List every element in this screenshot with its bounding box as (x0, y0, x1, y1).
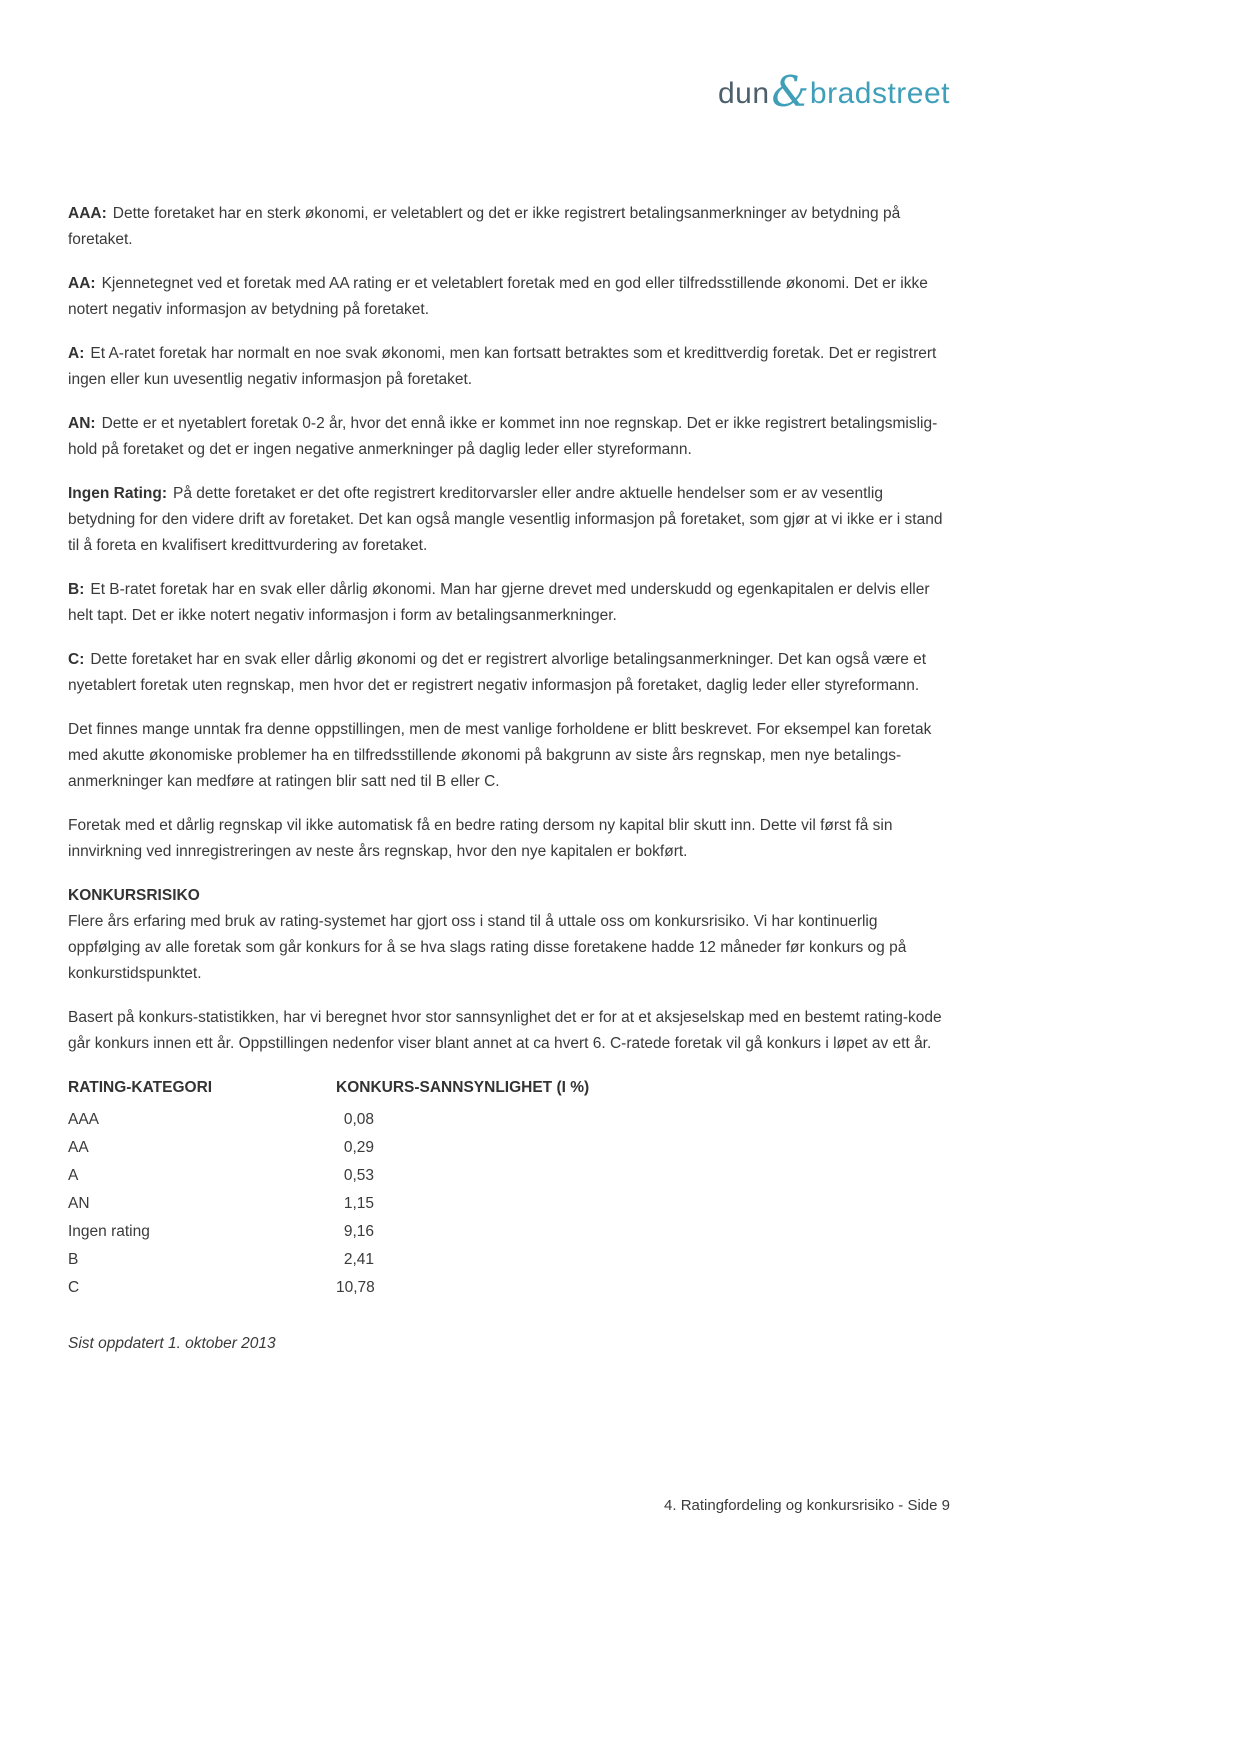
rating-definition-ingen-rating (68, 481, 952, 559)
rating-category-cell: AA (68, 1139, 89, 1156)
logo-text-bradstreet: bradstreet (809, 77, 950, 110)
rating-category-cell: C (68, 1279, 80, 1296)
probability-value: 0,53 (343, 1167, 374, 1184)
rating-definition-label: A: (68, 345, 85, 362)
rating-definition-label: AA: (68, 275, 96, 292)
column-header-rating-category: RATING-KATEGORI (68, 1079, 213, 1096)
rating-definition-text: Et B-ratet foretak har en svak eller dårlig økonomi. Man har gjerne drevet med underskudd og egenkapitalen er delvis eller helt tapt. Det er ikke notert negativ informasjon i form av betalingsanmerkninger. (68, 581, 930, 624)
table-row (68, 1219, 952, 1247)
rating-definition-text: Et A-ratet foretak har normalt en noe svak økonomi, men kan fortsatt betraktes som et kredittverdig foretak. Det er registrert ingen eller kun uvesentlig negativ informasjon på foretaket. (68, 345, 937, 388)
section-heading-konkursrisiko: KONKURSRISIKO (68, 887, 200, 904)
rating-definition-text: Dette foretaket har en sterk økonomi, er veletablert og det er ikke registrert betalingsanmerkninger av betydning på foretaket. (68, 205, 901, 248)
konkursrisiko-paragraph-1: Flere års erfaring med bruk av rating-systemet har gjort oss i stand til å uttale oss om konkursrisiko. Vi har kontinuerlig oppfølging av alle foretak som går konkurs for å se hva slags rating disse foretakene hadde 12 måneder før konkurs og på konkurstidspunktet. (68, 913, 907, 982)
rating-definition-text: Dette foretaket har en svak eller dårlig økonomi og det er registrert alvorlige betalingsanmerkninger. Det kan også være et nyetablert foretak uten regnskap, men hvor det er registrert negativ informasjon på foretaket, daglig leder eller styreformann. (68, 651, 927, 694)
logo-text-dun: dun (717, 77, 770, 110)
rating-category-cell: AAA (68, 1111, 100, 1128)
table-row (68, 1107, 952, 1135)
rating-category-cell: Ingen rating (68, 1223, 150, 1240)
rating-category-cell: A (68, 1167, 79, 1184)
rating-definition-a (68, 341, 952, 393)
probability-value: 0,29 (343, 1139, 374, 1156)
probability-cell (336, 1163, 952, 1189)
rating-definition-text: Kjennetegnet ved et foretak med AA rating er et veletablert foretak med en god eller tilfredsstillende økonomi. Det er ikke notert negativ informasjon av betydning på foretaket. (68, 275, 928, 318)
probability-cell (336, 1191, 952, 1217)
probability-value: 9,16 (343, 1223, 374, 1240)
rating-definition-text: Dette er et nyetablert foretak 0-2 år, hvor det ennå ikke er kommet inn noe regnskap. Det er ikke registrert betalingsmislig- hold på foretaket og det er ingen negative anmerkninger på daglig leder eller styreformann. (68, 415, 938, 458)
table-row (68, 1275, 952, 1303)
rating-definition-label: C: (68, 651, 85, 668)
rating-probability-table (68, 1075, 952, 1303)
page-footer: 4. Ratingfordeling og konkursrisiko - Side 9 (664, 1497, 950, 1514)
rating-definition-label: AN: (68, 415, 96, 432)
probability-value: 1,15 (343, 1195, 374, 1212)
probability-value: 10,78 (336, 1279, 375, 1296)
rating-definition-aa (68, 271, 952, 323)
column-header-konkurs-probability: KONKURS-SANNSYNLIGHET (I %) (336, 1079, 590, 1096)
rating-definition-b (68, 577, 952, 629)
rating-category-cell: B (68, 1251, 79, 1268)
probability-value: 0,08 (343, 1111, 374, 1128)
rating-definition-label: Ingen Rating: (68, 485, 168, 502)
rating-definition-text: På dette foretaket er det ofte registrert kreditorvarsler eller andre aktuelle hendelser som er av vesentlig betydning for den videre drift av foretaket. Det kan også mangle vesentlig informasjon på foretaket, som gjør at vi ikke er i stand til å foreta en kvalifisert kredittvurdering av foretaket. (68, 485, 943, 554)
rating-category-cell: AN (68, 1195, 90, 1212)
rating-definition-label: AAA: (68, 205, 107, 222)
probability-cell (336, 1107, 952, 1133)
probability-cell (336, 1247, 952, 1273)
probability-cell (336, 1219, 952, 1245)
table-header-row (68, 1075, 952, 1107)
rating-definition-aaa (68, 201, 952, 253)
konkursrisiko-paragraph-2: Basert på konkurs-statistikken, har vi beregnet hvor stor sannsynlighet det er for at et aksjeselskap med en bestemt rating-kode går konkurs innen ett år. Oppstillingen nedenfor viser blant annet at ca hvert 6. C-ratede foretak vil gå konkurs i løpet av ett år. (68, 1009, 942, 1052)
rating-definition-c (68, 647, 952, 699)
document-body (68, 201, 952, 1357)
note-paragraph-exceptions: Det finnes mange unntak fra denne oppstillingen, men de mest vanlige forholdene er blitt beskrevet. For eksempel kan foretak med akutte økonomiske problemer ha en tilfredsstillende økonomi på bakgrunn av siste års regnskap, men nye betalings- anmerkninger kan medføre at ratingen blir satt ned til B eller C. (68, 721, 932, 790)
dnb-logo (717, 67, 950, 116)
table-row (68, 1247, 952, 1275)
note-paragraph-new-capital: Foretak med et dårlig regnskap vil ikke automatisk få en bedre rating dersom ny kapital blir skutt inn. Dette vil først få sin innvirkning ved innregistreringen av neste års regnskap, hvor den nye kapitalen er bokført. (68, 817, 893, 860)
table-row (68, 1163, 952, 1191)
probability-cell (336, 1275, 952, 1301)
logo-ampersand-icon: & (771, 67, 809, 116)
table-row (68, 1135, 952, 1163)
probability-value: 2,41 (343, 1251, 374, 1268)
last-updated-note: Sist oppdatert 1. oktober 2013 (68, 1335, 276, 1352)
rating-definition-label: B: (68, 581, 85, 598)
rating-definition-an (68, 411, 952, 463)
table-row (68, 1191, 952, 1219)
probability-cell (336, 1135, 952, 1161)
